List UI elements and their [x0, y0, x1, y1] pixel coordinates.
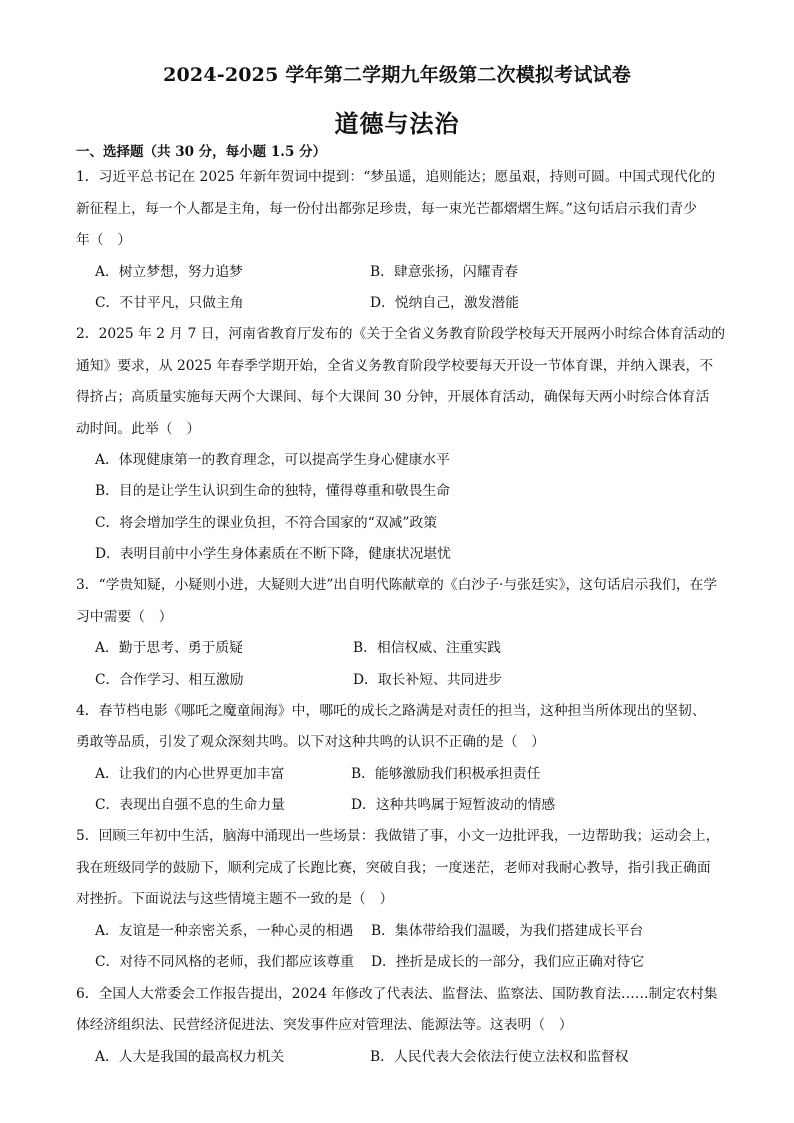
question-line: 3．“学贵知疑，小疑则小进，大疑则大进”出自明代陈献章的《白沙子·与张廷实》，这句话启示我们，在学 — [76, 577, 718, 594]
question-5 — [76, 821, 726, 978]
option-c[interactable]: C．合作学习、相互激励 — [95, 671, 244, 688]
answer-options — [76, 633, 726, 696]
option-d[interactable]: D．取长补短、共同进步 — [353, 671, 503, 688]
question-3 — [76, 570, 726, 696]
answer-options — [76, 916, 726, 979]
option-a[interactable]: A．体现健康第一的教育理念，可以提高学生身心健康水平 — [95, 452, 450, 469]
question-2 — [76, 319, 726, 570]
question-line: 年（ ） — [76, 232, 132, 248]
option-b[interactable]: B．集体带给我们温暖，为我们搭建成长平台 — [371, 922, 644, 939]
question-list — [76, 162, 726, 1073]
question-1 — [76, 162, 726, 319]
option-a[interactable]: A．友谊是一种亲密关系，一种心灵的相遇 — [95, 922, 354, 939]
answer-options — [76, 1042, 726, 1073]
question-line: 通知》要求，从 2025 年春季学期开始，全省义务教育阶段学校要每天开设一节体育课，并纳入课表，不 — [76, 357, 714, 374]
answer-options — [76, 257, 726, 320]
exam-title: 2024-2025 学年第二学期九年级第二次模拟考试试卷 — [163, 64, 631, 86]
option-a[interactable]: A．人大是我国的最高权力机关 — [95, 1048, 285, 1065]
question-6 — [76, 979, 726, 1073]
option-b[interactable]: B．肆意张扬，闪耀青春 — [370, 263, 519, 280]
question-line: 5．回顾三年初中生活，脑海中涌现出一些场景：我做错了事，小文一边批评我，一边帮助我；运动会上， — [76, 828, 720, 845]
question-line: 体经济组织法、民营经济促进法、突发事件应对管理法、能源法等。这表明（ ） — [76, 1017, 573, 1034]
question-line: 我在班级同学的鼓励下，顺利完成了长跑比赛，突破自我；一度迷茫，老师对我耐心教导，指引我正确面 — [76, 859, 711, 876]
option-d[interactable]: D．这种共鸣属于短暂波动的情感 — [351, 797, 556, 814]
option-d[interactable]: D．挫折是成长的一部分，我们应正确对待它 — [371, 954, 645, 971]
option-b[interactable]: B．人民代表大会依法行使立法权和监督权 — [370, 1048, 629, 1065]
question-line: 得挤占；高质量实施每天两个大课间、每个大课间 30 分钟，开展体育活动，确保每天两小时综合体育活 — [76, 389, 710, 406]
answer-options — [76, 445, 726, 570]
question-line: 1．习近平总书记在 2025 年新年贺词中提到：“梦虽遥，追则能达；愿虽艰，持则可圆。中国式现代化的 — [76, 169, 716, 185]
option-a[interactable]: A．勤于思考、勇于质疑 — [95, 640, 243, 657]
answer-options — [76, 759, 726, 822]
question-line: 勇敢等品质，引发了观众深刻共鸣。以下对这种共鸣的认识不正确的是（ ） — [76, 734, 546, 751]
option-b[interactable]: B．能够激励我们积极承担责任 — [351, 765, 541, 782]
option-a[interactable]: A．树立梦想，努力追梦 — [95, 263, 243, 280]
question-line: 6．全国人大常委会工作报告提出，2024 年修改了代表法、监督法、监察法、国防教育法……制定农村集 — [76, 985, 718, 1002]
option-c[interactable]: C．对待不同风格的老师，我们都应该尊重 — [95, 954, 354, 971]
option-c[interactable]: C．不甘平凡，只做主角 — [95, 294, 244, 311]
question-line: 动时间。此举（ ） — [76, 420, 201, 437]
option-d[interactable]: D．表明目前中小学生身体素质在不断下降，健康状况堪忧 — [95, 545, 451, 562]
option-c[interactable]: C．表现出自强不息的生命力量 — [95, 797, 285, 814]
question-line: 习中需要（ ） — [76, 608, 173, 625]
question-4 — [76, 696, 726, 822]
option-a[interactable]: A．让我们的内心世界更加丰富 — [95, 765, 285, 782]
option-d[interactable]: D．悦纳自己，激发潜能 — [370, 294, 520, 311]
option-b[interactable]: B．相信权威、注重实践 — [353, 640, 502, 657]
option-c[interactable]: C．将会增加学生的课业负担，不符合国家的“双减”政策 — [95, 514, 437, 531]
question-line: 新征程上，每一个人都是主角，每一份付出都弥足珍贵，每一束光芒都熠熠生辉。”这句话启示我们青少 — [76, 200, 698, 217]
question-line: 对挫折。下面说法与这些情境主题不一致的是（ ） — [76, 891, 394, 908]
section-heading: 一、选择题（共 30 分，每小题 1.5 分） — [76, 144, 327, 160]
option-b[interactable]: B．目的是让学生认识到生命的独特，懂得尊重和敬畏生命 — [95, 483, 451, 500]
question-line: 2．2025 年 2 月 7 日，河南省教育厅发布的《关于全省义务教育阶段学校每天开展两小时综合体育活动的 — [76, 326, 726, 343]
exam-subject: 道德与法治 — [334, 109, 460, 138]
question-line: 4．春节档电影《哪吒之魔童闹海》中，哪吒的成长之路满是对责任的担当，这种担当所体现出的坚韧、 — [76, 702, 706, 719]
